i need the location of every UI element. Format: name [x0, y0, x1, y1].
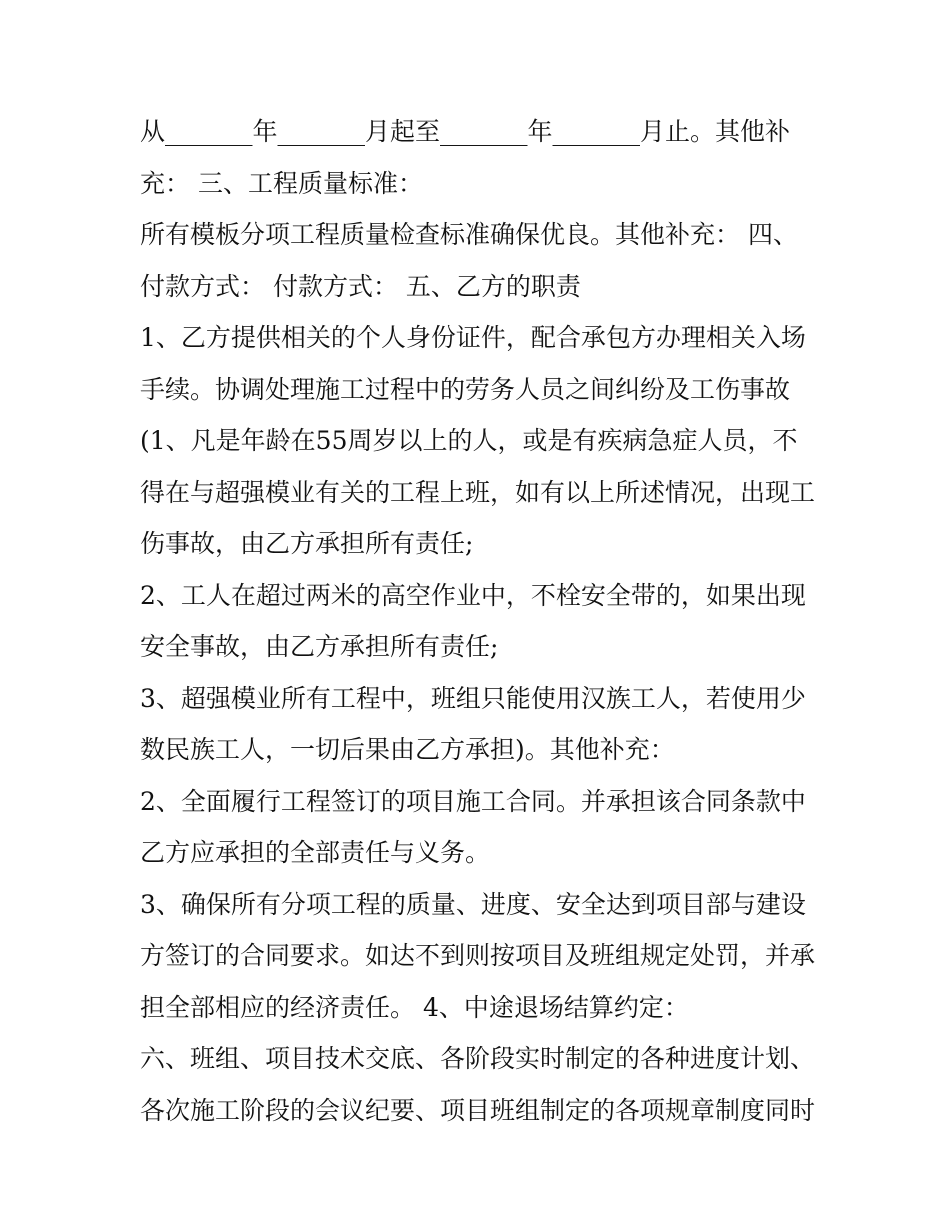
text-line-9: 伤事故，由乙方承担所有责任; — [140, 529, 474, 558]
text-line-1: 从_______年_______月起至_______年_______月止。其他补 — [140, 117, 791, 146]
text-line-7: (1、凡是年龄在55周岁以上的人，或是有疾病急症人员，不 — [140, 426, 798, 455]
text-line-17: 方签订的合同要求。如达不到则按项目及班组规定处罚，并承 — [140, 941, 816, 970]
text-line-19: 六、班组、项目技术交底、各阶段实时制定的各种进度计划、 — [140, 1044, 816, 1073]
text-line-2: 充： 三、工程质量标准： — [140, 168, 423, 198]
text-line-15: 乙方应承担的全部责任与义务。 — [140, 838, 491, 867]
text-line-8: 得在与超强模业有关的工程上班，如有以上所述情况，出现工 — [140, 477, 816, 507]
text-line-18: 担全部相应的经济责任。 4、中途退场结算约定： — [140, 992, 689, 1022]
text-line-4: 付款方式： 付款方式： 五、乙方的职责 — [140, 271, 581, 301]
document-body — [140, 106, 820, 1136]
text-line-13: 数民族工人，一切后果由乙方承担)。其他补充： — [140, 735, 675, 764]
text-line-3: 所有模板分项工程质量检查标准确保优良。其他补充： 四、 — [140, 220, 798, 249]
text-line-5: 1、乙方提供相关的个人身份证件，配合承包方办理相关入场 — [140, 323, 806, 352]
text-line-14: 2、全面履行工程签订的项目施工合同。并承担该合同条款中 — [140, 786, 806, 816]
text-line-11: 安全事故，由乙方承担所有责任; — [140, 632, 499, 661]
text-line-6: 手续。协调处理施工过程中的劳务人员之间纠纷及工伤事故 — [140, 374, 791, 404]
text-line-16: 3、确保所有分项工程的质量、进度、安全达到项目部与建设 — [140, 889, 806, 919]
text-line-10: 2、工人在超过两米的高空作业中，不栓安全带的，如果出现 — [140, 580, 806, 610]
text-line-20: 各次施工阶段的会议纪要、项目班组制定的各项规章制度同时 — [140, 1095, 816, 1125]
text-line-12: 3、超强模业所有工程中，班组只能使用汉族工人，若使用少 — [140, 683, 806, 713]
